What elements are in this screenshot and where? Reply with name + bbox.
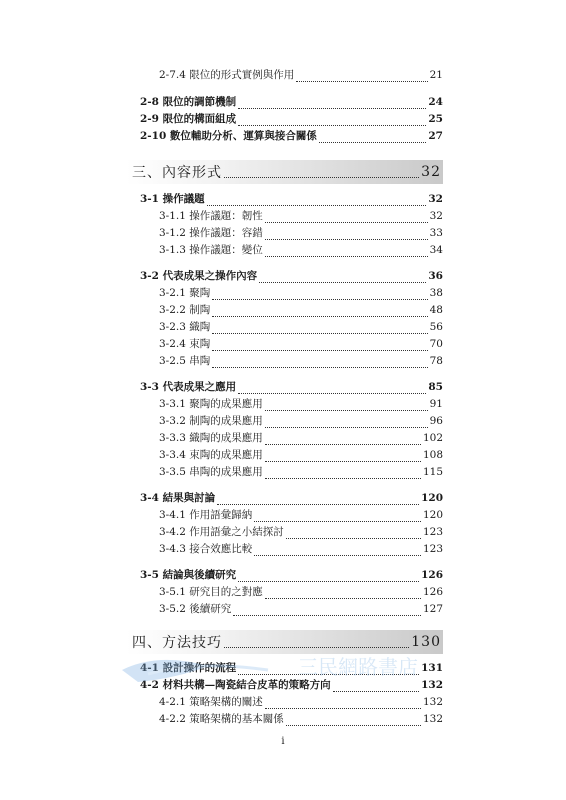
toc-entry	[159, 449, 443, 462]
toc-entry-label: 2-7.4 限位的形式實例與作用	[159, 69, 295, 81]
toc-entry	[159, 543, 443, 556]
toc-entry-label: 3-5.2 後續研究	[159, 603, 232, 615]
toc-section-page: 132	[421, 679, 443, 691]
toc-section-page: 131	[421, 662, 443, 674]
toc-entry	[159, 509, 443, 522]
leader-dots	[238, 99, 426, 109]
leader-dots	[212, 290, 427, 300]
toc-entry-page: 132	[422, 696, 443, 708]
toc-entry-page: 33	[429, 227, 443, 239]
toc-entry-page: 70	[429, 338, 443, 350]
leader-dots	[238, 665, 419, 675]
toc-section	[140, 270, 443, 283]
toc-entry-page: 91	[429, 398, 443, 410]
toc-entry-page: 123	[422, 543, 443, 555]
toc-section	[140, 492, 443, 505]
toc-entry-page: 96	[429, 415, 443, 427]
toc-entry-page: 123	[422, 526, 443, 538]
leader-dots	[286, 529, 421, 539]
toc-section-label: 3-5 結論與後續研究	[140, 569, 237, 581]
toc-entry-page: 38	[429, 287, 443, 299]
toc-section-label: 4-1 設計操作的流程	[140, 662, 237, 674]
toc-entry	[159, 244, 443, 257]
leader-dots	[212, 307, 427, 317]
toc-section-page: 32	[428, 193, 443, 205]
toc-entry-label: 3-2.3 織陶	[159, 321, 211, 333]
leader-dots	[265, 435, 421, 445]
leader-dots	[254, 546, 421, 556]
toc-entry-label: 3-2.4 束陶	[159, 338, 211, 350]
leader-dots	[286, 716, 421, 726]
toc-entry-label: 3-3.3 織陶的成果應用	[159, 432, 263, 444]
toc-chapter-page: 130	[411, 634, 441, 650]
toc-section	[140, 113, 443, 126]
leader-dots	[265, 589, 421, 599]
toc-section-page: 24	[428, 96, 443, 108]
leader-dots	[233, 606, 421, 616]
toc-entry-label: 3-1.2 操作議題：容錯	[159, 227, 263, 239]
toc-section	[140, 662, 443, 675]
leader-dots	[265, 699, 421, 709]
toc-section-page: 120	[421, 492, 443, 504]
toc-entry-label: 3-3.2 制陶的成果應用	[159, 415, 263, 427]
leader-dots	[265, 247, 428, 257]
toc-entry	[159, 432, 443, 445]
leader-dots	[265, 401, 428, 411]
toc-entry-page: 32	[429, 210, 443, 222]
leader-dots	[265, 418, 428, 428]
toc-entry-label: 3-2.5 串陶	[159, 355, 211, 367]
toc-entry-page: 102	[422, 432, 443, 444]
toc-section	[140, 193, 443, 206]
leader-dots	[296, 72, 427, 82]
toc-entry	[159, 415, 443, 428]
toc-section	[140, 679, 443, 692]
leader-dots	[265, 469, 421, 479]
toc-section	[140, 96, 443, 109]
toc-entry	[159, 227, 443, 240]
toc-chapter	[126, 630, 443, 654]
leader-dots	[265, 452, 421, 462]
toc-entry	[159, 586, 443, 599]
leader-dots	[224, 637, 409, 648]
leader-dots	[319, 133, 426, 143]
toc-entry	[159, 304, 443, 317]
toc-entry-label: 3-5.1 研究目的之對應	[159, 586, 263, 598]
toc-entry-label: 4-2.2 策略架構的基本關係	[159, 713, 284, 725]
toc-entry-page: 48	[429, 304, 443, 316]
toc-section	[140, 381, 443, 394]
toc-entry-page: 34	[429, 244, 443, 256]
toc-section-label: 4-2 材料共構—陶瓷結合皮革的策略方向	[140, 679, 331, 691]
toc-entry	[159, 398, 443, 411]
toc-entry	[159, 466, 443, 479]
leader-dots	[238, 384, 426, 394]
toc-entry	[159, 696, 443, 709]
toc-entry-page: 115	[422, 466, 443, 478]
toc-entry-page: 78	[429, 355, 443, 367]
toc-entry-label: 4-2.1 策略架構的闡述	[159, 696, 263, 708]
toc-section-page: 25	[428, 113, 443, 125]
toc-entry-label: 3-4.2 作用語彙之小結探討	[159, 526, 284, 538]
toc-section	[140, 130, 443, 143]
toc-entry	[159, 713, 443, 726]
leader-dots	[238, 572, 419, 582]
toc-section-label: 3-1 操作議題	[140, 193, 205, 205]
toc-entry	[159, 526, 443, 539]
toc-section-label: 2-8 限位的調節機制	[140, 96, 237, 108]
toc-entry-page: 120	[422, 509, 443, 521]
toc-entry-page: 126	[422, 586, 443, 598]
toc-entry-label: 3-1.3 操作議題：變位	[159, 244, 263, 256]
toc-section-label: 3-3 代表成果之應用	[140, 381, 237, 393]
leader-dots	[265, 230, 428, 240]
toc-entry-label: 3-2.2 制陶	[159, 304, 211, 316]
toc-entry	[159, 355, 443, 368]
toc-entry-page: 127	[422, 603, 443, 615]
toc-entry	[159, 338, 443, 351]
toc-section-page: 27	[428, 130, 443, 142]
leader-dots	[265, 213, 428, 223]
leader-dots	[224, 167, 419, 178]
toc-entry-label: 3-4.1 作用語彙歸納	[159, 509, 253, 521]
toc-section-page: 85	[428, 381, 443, 393]
toc-chapter	[126, 160, 443, 184]
toc-entry-label: 3-4.3 接合效應比較	[159, 543, 253, 555]
toc-entry-label: 3-3.1 聚陶的成果應用	[159, 398, 263, 410]
toc-entry-label: 3-1.1 操作議題：韌性	[159, 210, 263, 222]
watermark-text: 三民網路書店	[298, 657, 418, 679]
leader-dots	[254, 512, 421, 522]
toc-entry	[159, 321, 443, 334]
toc-section-label: 2-10 數位輔助分析、運算與接合關係	[140, 130, 317, 142]
toc-section-label: 3-2 代表成果之操作內容	[140, 270, 258, 282]
leader-dots	[333, 682, 419, 692]
toc-section-page: 126	[421, 569, 443, 581]
leader-dots	[212, 358, 427, 368]
toc-entry	[159, 210, 443, 223]
leader-dots	[212, 324, 427, 334]
leader-dots	[212, 341, 427, 351]
toc-entry-label: 3-3.5 串陶的成果應用	[159, 466, 263, 478]
toc-section-label: 2-9 限位的構面組成	[140, 113, 237, 125]
leader-dots	[207, 196, 427, 206]
toc-section-label: 3-4 結果與討論	[140, 492, 216, 504]
leader-dots	[238, 116, 426, 126]
toc-entry-label: 3-2.1 聚陶	[159, 287, 211, 299]
toc-entry	[159, 69, 443, 82]
toc-entry	[159, 287, 443, 300]
toc-entry-page: 132	[422, 713, 443, 725]
toc-entry-page: 21	[429, 69, 443, 81]
toc-entry-label: 3-3.4 束陶的成果應用	[159, 449, 263, 461]
leader-dots	[259, 273, 426, 283]
toc-section	[140, 569, 443, 582]
leader-dots	[217, 495, 419, 505]
toc-chapter-label: 三、內容形式	[132, 165, 222, 181]
page-number: i	[281, 736, 285, 747]
toc-entry	[159, 603, 443, 616]
toc-entry-page: 108	[422, 449, 443, 461]
toc-chapter-label: 四、方法技巧	[132, 635, 222, 651]
toc-chapter-page: 32	[421, 164, 441, 180]
toc-entry-page: 56	[429, 321, 443, 333]
toc-section-page: 36	[428, 270, 443, 282]
